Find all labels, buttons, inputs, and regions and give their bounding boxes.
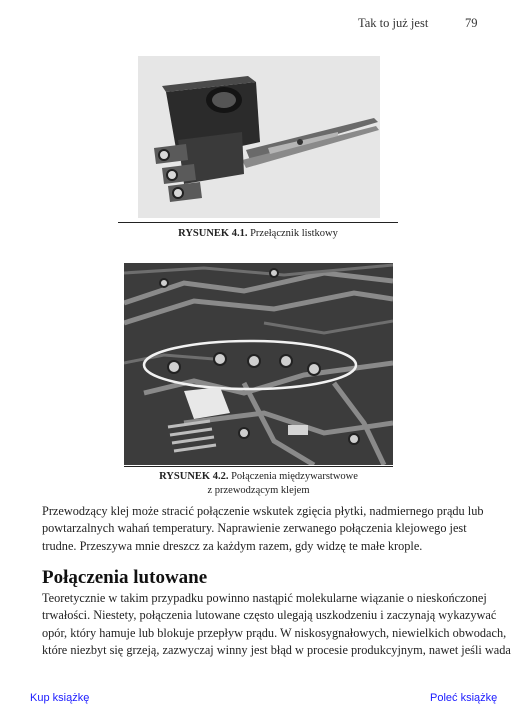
text-line: które niezbyt się grzeją, zazwyczaj winny jest błąd w procesie produkcyjnym, nawet jeśli wada	[42, 642, 511, 657]
text-line: opór, który hamuje lub blokuje przepływ prądu. W niskosygnałowych, niewielkich obwodach,	[42, 625, 507, 640]
figure-caption-text: Połączenia międzywarstwowe	[231, 471, 358, 482]
figure-caption-text: Przełącznik listkowy	[250, 228, 338, 239]
leaf-switch-photo	[138, 56, 380, 218]
buy-book-link[interactable]: Kup książkę	[30, 692, 90, 704]
body-paragraph	[42, 503, 482, 555]
figure-rule	[124, 466, 393, 467]
figure-rule	[118, 222, 398, 223]
text-line: trwałości. Niestety, połączenia lutowane często ulegają uszkodzeniu i zaczynają wykazywać	[42, 608, 497, 623]
text-line: Przewodzący klej może stracić połączenie wskutek zgięcia płytki, nadmiernego prądu lub	[42, 504, 484, 518]
page-number: 79	[465, 16, 478, 30]
running-title: Tak to już jest	[358, 16, 429, 30]
recommend-book-link[interactable]: Poleć książkę	[430, 692, 498, 704]
figure-label: RYSUNEK 4.2.	[159, 471, 229, 482]
pcb-vias-photo	[124, 263, 393, 465]
figure-caption	[118, 227, 398, 241]
body-paragraph	[42, 590, 511, 659]
text-line: trudne. Przeszywa mnie dreszcz za każdym razem, gdy widzę te małe krople.	[42, 538, 423, 553]
text-line: Teoretycznie w takim przypadku powinno nastąpić molekularne wiązanie o nieskończonej	[42, 591, 487, 605]
section-heading: Połączenia lutowane	[42, 567, 208, 588]
figure-caption-text: z przewodzącym klejem	[207, 485, 310, 496]
figure-caption	[124, 470, 393, 498]
page-header	[0, 16, 524, 36]
text-line: powtarzalnych wahań temperatury. Naprawienie zerwanego połączenia klejowego jest	[42, 521, 467, 536]
figure-label: RYSUNEK 4.1.	[178, 228, 248, 239]
